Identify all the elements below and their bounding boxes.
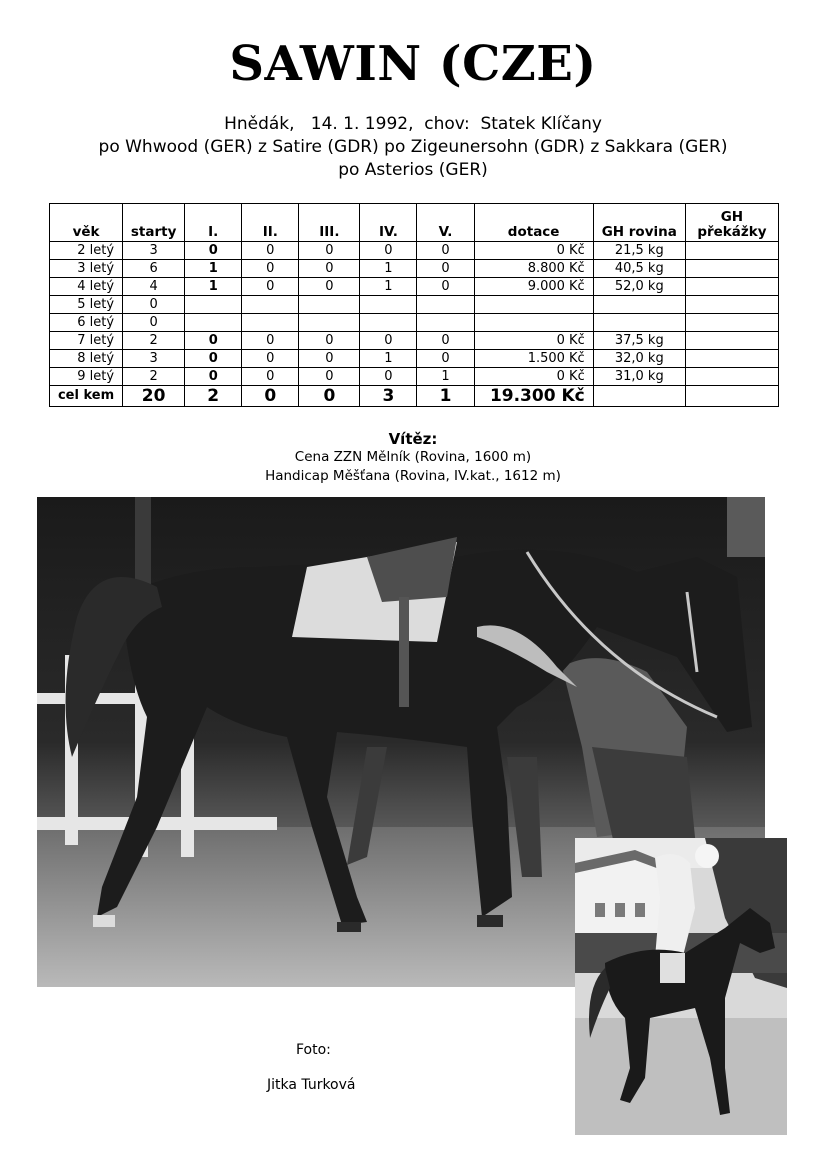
row-third: 0 [299, 350, 360, 368]
row-fifth: 0 [417, 350, 474, 368]
row-third [299, 314, 360, 332]
row-age: 9 letý [50, 368, 123, 386]
row-prize-money: 0 Kč [474, 332, 593, 350]
row-fourth: 0 [360, 368, 417, 386]
row-gh-flat: 21,5 kg [593, 242, 685, 260]
table-total-row [50, 386, 779, 407]
row-fifth [417, 314, 474, 332]
row-gh-flat: 40,5 kg [593, 260, 685, 278]
row-starts: 4 [123, 278, 185, 296]
total-fourth: 3 [360, 386, 417, 407]
row-age: 7 letý [50, 332, 123, 350]
row-first: 1 [185, 260, 242, 278]
row-second: 0 [242, 332, 299, 350]
row-fifth: 0 [417, 260, 474, 278]
table-header-row [50, 204, 779, 242]
row-first: 0 [185, 368, 242, 386]
row-starts: 3 [123, 242, 185, 260]
row-age: 6 letý [50, 314, 123, 332]
row-gh-jump [685, 314, 778, 332]
row-third: 0 [299, 332, 360, 350]
row-third: 0 [299, 260, 360, 278]
row-gh-jump [685, 278, 778, 296]
total-starts: 20 [123, 386, 185, 407]
row-first: 1 [185, 278, 242, 296]
table-row [50, 296, 779, 314]
horse-name-title: SAWIN (CZE) [229, 36, 597, 92]
row-gh-flat: 31,0 kg [593, 368, 685, 386]
total-gh-flat [593, 386, 685, 407]
row-prize-money: 9.000 Kč [474, 278, 593, 296]
row-fourth [360, 296, 417, 314]
wins-section [0, 430, 826, 486]
jockey-photo [575, 838, 787, 1135]
row-fourth [360, 314, 417, 332]
row-age: 4 letý [50, 278, 123, 296]
table-row [50, 278, 779, 296]
row-third: 0 [299, 242, 360, 260]
photo-credit-name: Jitka Turková [267, 1077, 356, 1093]
row-gh-flat [593, 296, 685, 314]
row-starts: 0 [123, 296, 185, 314]
row-gh-jump [685, 332, 778, 350]
row-fifth: 0 [417, 242, 474, 260]
total-gh-jump [685, 386, 778, 407]
row-gh-flat: 52,0 kg [593, 278, 685, 296]
table-row [50, 332, 779, 350]
row-second: 0 [242, 242, 299, 260]
header-prize-money: dotace [474, 204, 593, 242]
pedigree-line-cont: po Asterios (GER) [338, 160, 488, 180]
row-second [242, 296, 299, 314]
row-first: 0 [185, 242, 242, 260]
row-prize-money: 0 Kč [474, 368, 593, 386]
race-stats-table [49, 203, 779, 407]
total-first: 2 [185, 386, 242, 407]
row-gh-jump [685, 296, 778, 314]
row-gh-flat: 32,0 kg [593, 350, 685, 368]
total-second: 0 [242, 386, 299, 407]
row-second: 0 [242, 350, 299, 368]
row-prize-money [474, 296, 593, 314]
table-row [50, 314, 779, 332]
header-first: I. [185, 204, 242, 242]
row-gh-jump [685, 368, 778, 386]
row-second [242, 314, 299, 332]
row-fourth: 1 [360, 260, 417, 278]
row-third [299, 296, 360, 314]
row-age: 3 letý [50, 260, 123, 278]
race-win: Cena ZZN Mělník (Rovina, 1600 m) [294, 449, 532, 465]
row-first: 0 [185, 350, 242, 368]
row-prize-money [474, 314, 593, 332]
row-starts: 0 [123, 314, 185, 332]
row-second: 0 [242, 260, 299, 278]
row-starts: 2 [123, 368, 185, 386]
table-row [50, 242, 779, 260]
header-second: II. [242, 204, 299, 242]
row-fifth: 1 [417, 368, 474, 386]
row-first [185, 296, 242, 314]
row-fifth [417, 296, 474, 314]
pedigree-line: po Whwood (GER) z Satire (GDR) po Zigeunersohn (GDR) z Sakkara (GER) [98, 137, 728, 157]
header-fifth: V. [417, 204, 474, 242]
row-fourth: 1 [360, 350, 417, 368]
header-age: věk [50, 204, 123, 242]
row-starts: 2 [123, 332, 185, 350]
race-win: Handicap Měšťana (Rovina, IV.kat., 1612 m) [265, 468, 561, 484]
total-label: cel kem [50, 386, 123, 407]
row-second: 0 [242, 278, 299, 296]
header-gh-jump: GH překážky [685, 204, 778, 242]
winner-heading: Vítěz: [388, 430, 438, 448]
row-first: 0 [185, 332, 242, 350]
row-prize-money: 8.800 Kč [474, 260, 593, 278]
total-fifth: 1 [417, 386, 474, 407]
table-row [50, 260, 779, 278]
header-fourth: IV. [360, 204, 417, 242]
photo-credit-label: Foto: [296, 1042, 331, 1058]
header-starts: starty [123, 204, 185, 242]
row-starts: 3 [123, 350, 185, 368]
row-gh-jump [685, 260, 778, 278]
row-prize-money: 1.500 Kč [474, 350, 593, 368]
row-fourth: 0 [360, 332, 417, 350]
table-row [50, 350, 779, 368]
row-third: 0 [299, 278, 360, 296]
row-prize-money: 0 Kč [474, 242, 593, 260]
row-fourth: 1 [360, 278, 417, 296]
row-fifth: 0 [417, 332, 474, 350]
header-third: III. [299, 204, 360, 242]
row-age: 2 letý [50, 242, 123, 260]
horse-details: Hnědák, 14. 1. 1992, chov: Statek Klíčany [224, 114, 602, 134]
row-gh-flat [593, 314, 685, 332]
row-gh-jump [685, 350, 778, 368]
row-age: 8 letý [50, 350, 123, 368]
table-row [50, 368, 779, 386]
row-gh-jump [685, 242, 778, 260]
row-third: 0 [299, 368, 360, 386]
row-gh-flat: 37,5 kg [593, 332, 685, 350]
row-second: 0 [242, 368, 299, 386]
row-fourth: 0 [360, 242, 417, 260]
row-first [185, 314, 242, 332]
row-age: 5 letý [50, 296, 123, 314]
header-gh-flat: GH rovina [593, 204, 685, 242]
total-third: 0 [299, 386, 360, 407]
total-prize-money: 19.300 Kč [474, 386, 593, 407]
row-starts: 6 [123, 260, 185, 278]
row-fifth: 0 [417, 278, 474, 296]
